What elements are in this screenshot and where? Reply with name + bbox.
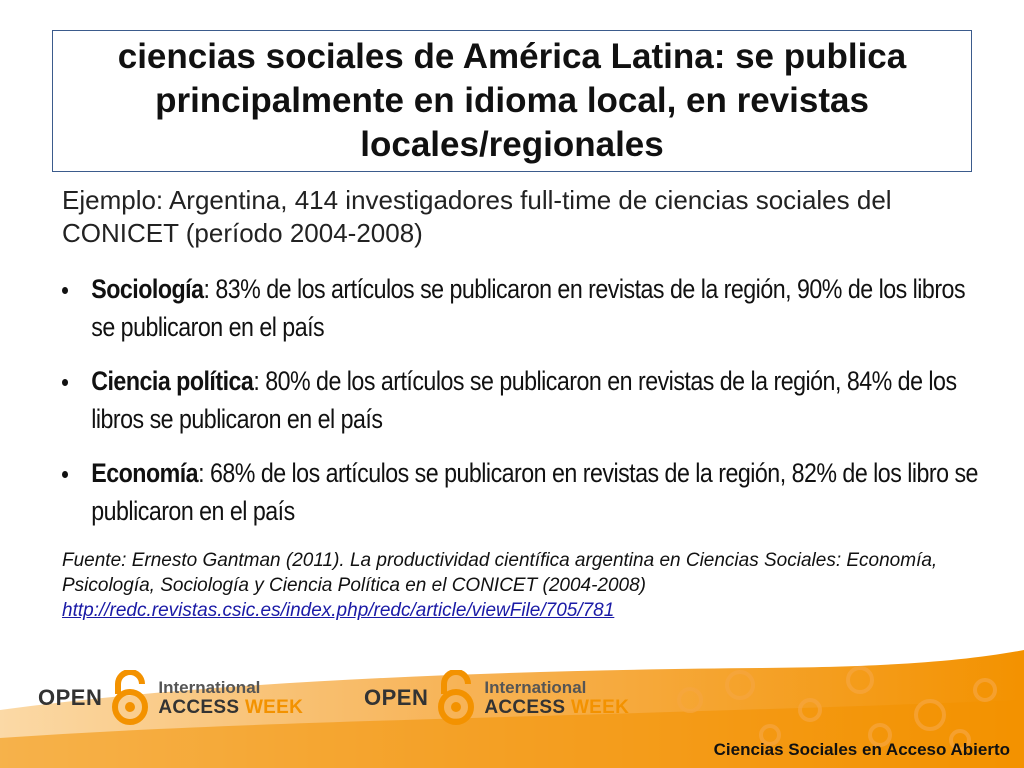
footer-caption: Ciencias Sociales en Acceso Abierto (713, 740, 1010, 759)
bullet-list (62, 270, 978, 546)
logo-words (158, 678, 303, 718)
slide-title: ciencias sociales de América Latina: se publica principalmente en idioma local, en revistas locales/regionales (117, 37, 907, 164)
oaw-logo-left (38, 668, 303, 728)
bullet-dot-icon (62, 379, 68, 386)
bullet-field: Ciencia política (91, 366, 254, 396)
logo-international: International (484, 678, 587, 697)
logo-words (484, 678, 629, 718)
source-link[interactable]: http://redc.revistas.csic.es/index.php/redc/article/viewFile/705/781 (62, 600, 615, 621)
bullet-dot-icon (62, 471, 68, 478)
logo-international: International (158, 678, 261, 697)
logo-access-week (484, 698, 629, 718)
logo-week: WEEK (244, 697, 304, 718)
bullet-ciencia-politica (62, 362, 986, 438)
bullet-field: Economía (91, 458, 199, 488)
open-access-lock-icon (108, 670, 152, 726)
logo-access: ACCESS (484, 697, 566, 718)
logo-open: OPEN (38, 685, 103, 710)
source-text: Fuente: Ernesto Gantman (2011). La productividad científica argentina en Ciencias Sociales: Economía, Psicología, Sociología y Ciencia Política en el CONICET (2004-2008) (62, 550, 938, 596)
logo-week: WEEK (570, 697, 630, 718)
bullet-text: : 80% de los artículos se publicaron en revistas de la región, 84% de los libros se publicaron en el país (91, 366, 957, 434)
bullet-economia (62, 454, 986, 530)
title-box (52, 30, 972, 172)
logo-open: OPEN (364, 685, 429, 710)
bullet-sociologia (62, 270, 986, 346)
source-citation (62, 548, 982, 623)
bullet-field: Sociología (91, 274, 204, 304)
bullet-dot-icon (62, 287, 68, 294)
logo-access-week (158, 698, 303, 718)
logo-access: ACCESS (158, 697, 240, 718)
bullet-text: : 83% de los artículos se publicaron en revistas de la región, 90% de los libros se publicaron en el país (91, 274, 966, 342)
oaw-logo-right (364, 668, 629, 728)
open-access-lock-icon (434, 670, 478, 726)
intro-text: Ejemplo: Argentina, 414 investigadores full-time de ciencias sociales del CONICET (período 2004-2008) (62, 185, 892, 248)
bullet-text: : 68% de los artículos se publicaron en revistas de la región, 82% de los libro se publicaron en el país (91, 458, 978, 526)
